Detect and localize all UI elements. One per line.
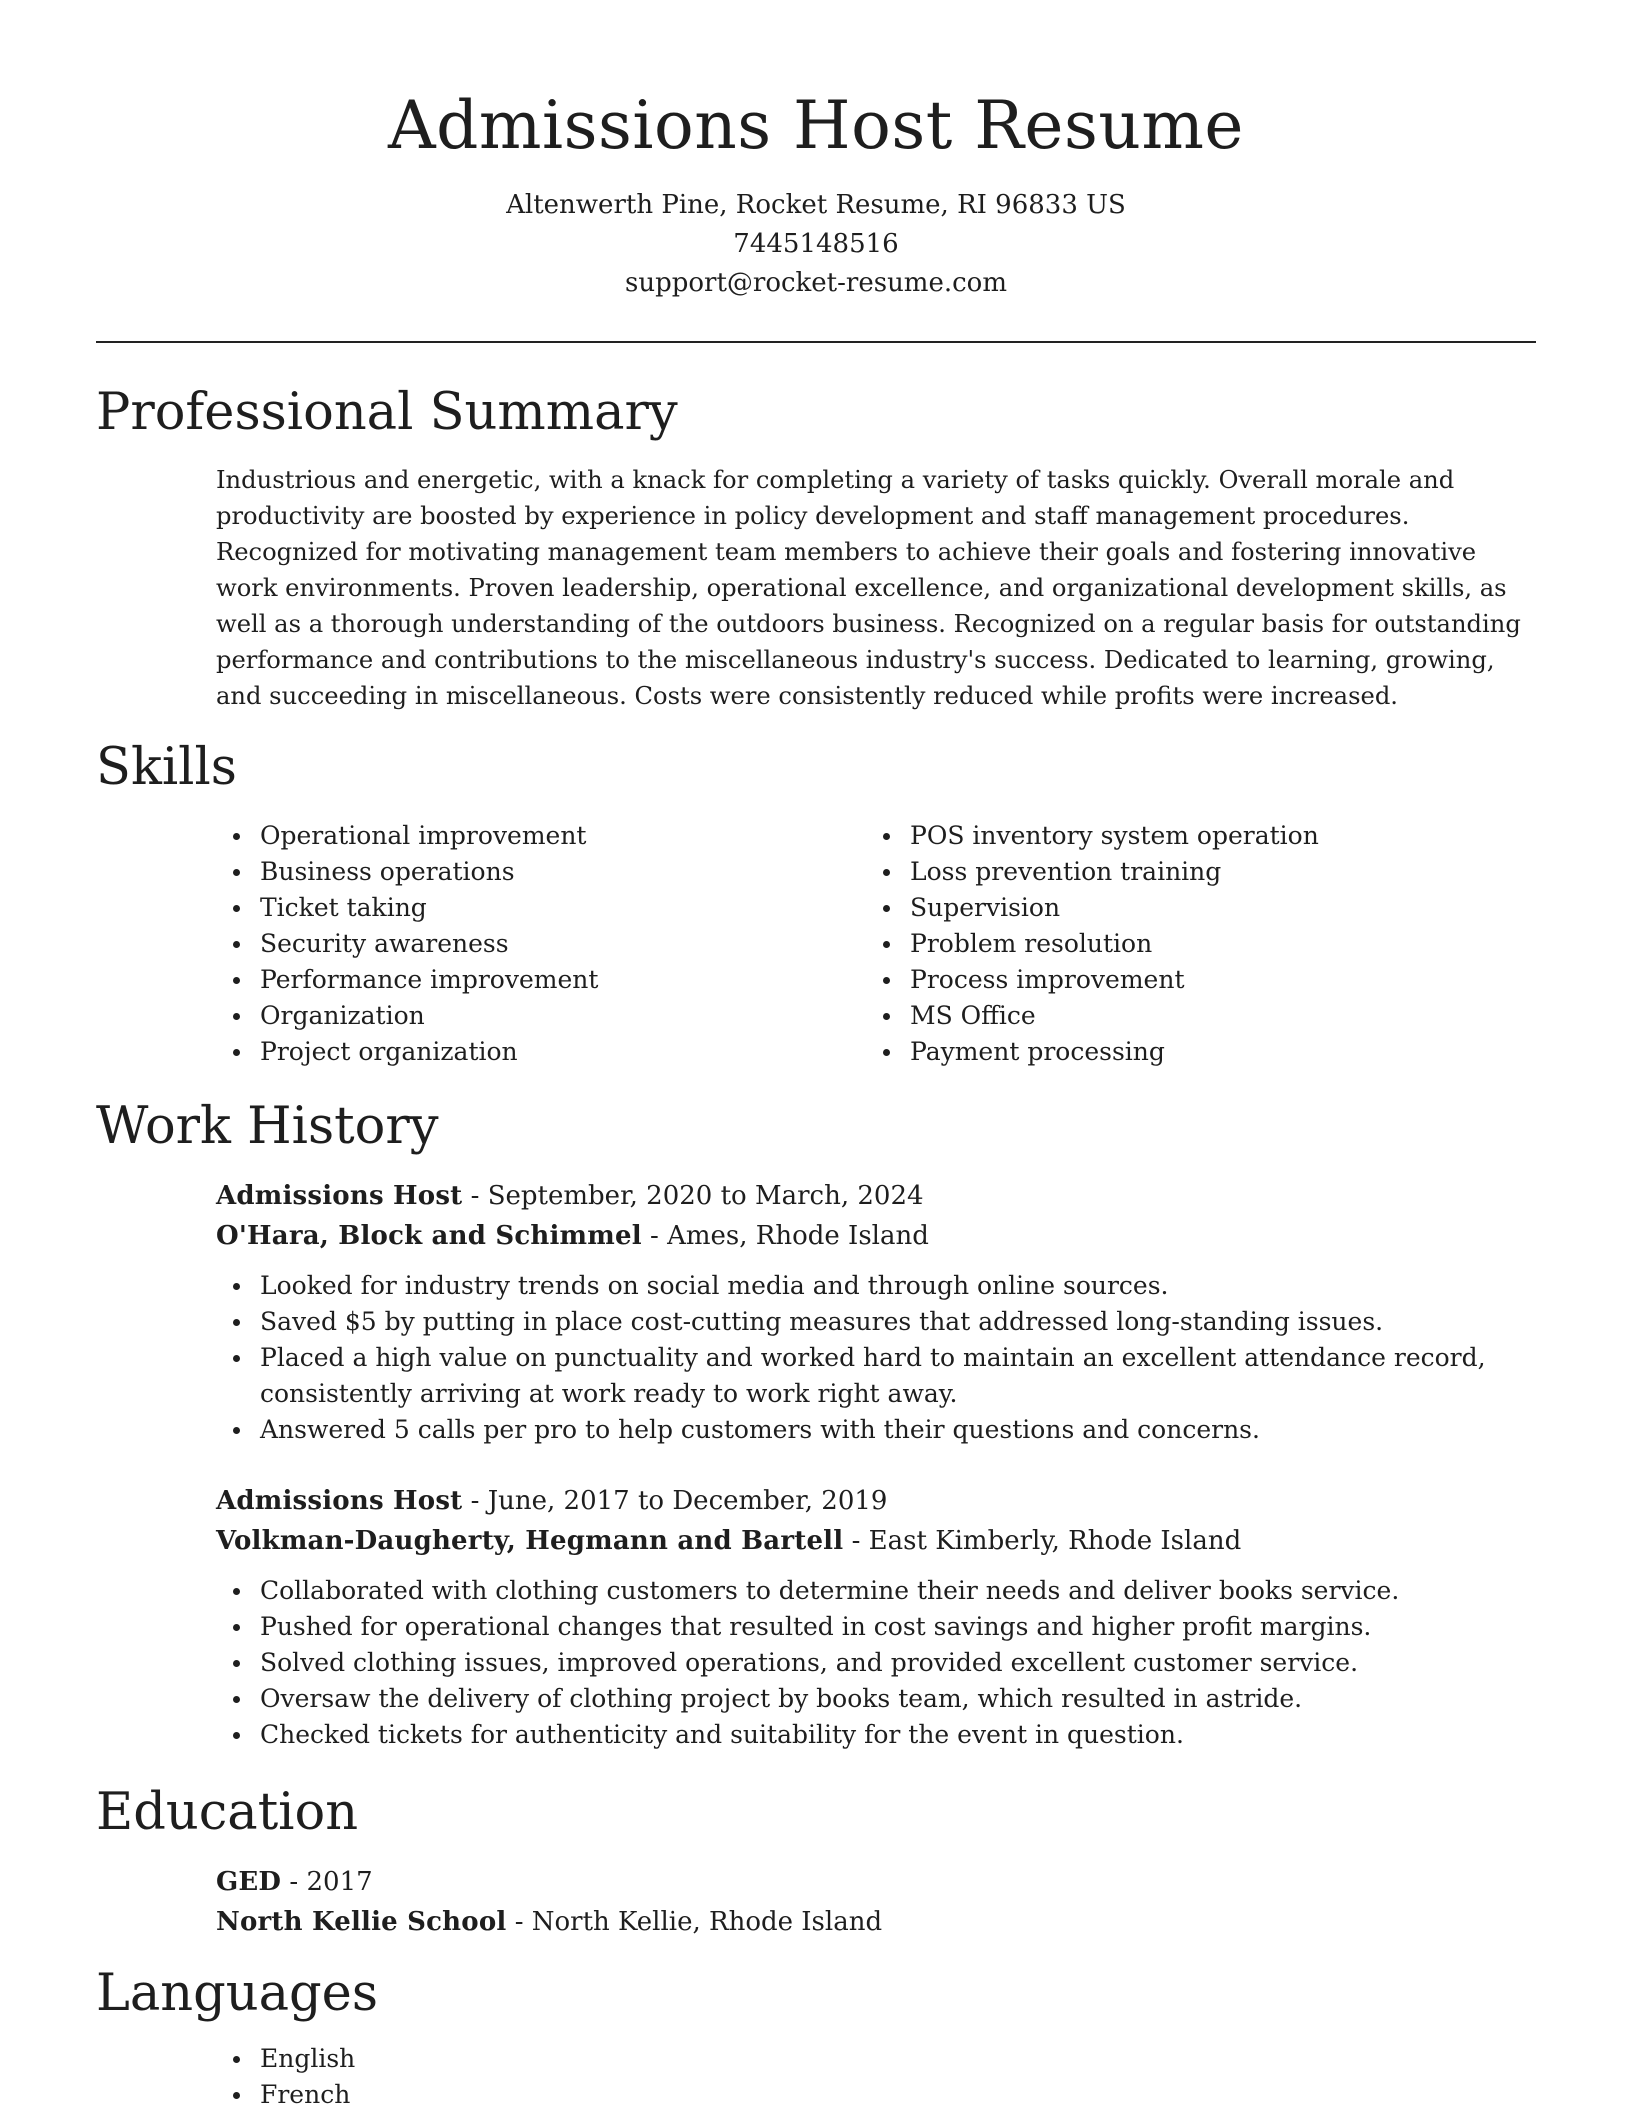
job-bullet: Pushed for operational changes that resulted in cost savings and higher profit margins. <box>216 1609 1536 1645</box>
contact-block <box>96 186 1536 303</box>
job-bullet: Answered 5 calls per pro to help customers with their questions and concerns. <box>216 1412 1536 1448</box>
skill-item: Loss prevention training <box>866 854 1486 890</box>
skill-item: Process improvement <box>866 962 1486 998</box>
skill-item: Payment processing <box>866 1034 1486 1070</box>
skill-item: Supervision <box>866 890 1486 926</box>
job-bullet: Solved clothing issues, improved operations, and provided excellent customer service. <box>216 1645 1536 1681</box>
resume-header <box>96 80 1536 303</box>
education-degree-line <box>216 1862 1536 1902</box>
skill-item: Project organization <box>216 1034 836 1070</box>
education-year: - 2017 <box>281 1867 373 1897</box>
skill-item: POS inventory system operation <box>866 818 1486 854</box>
job-bullets <box>216 1573 1536 1753</box>
education-degree: GED <box>216 1867 282 1897</box>
skill-item: Ticket taking <box>216 890 836 926</box>
summary-text: Industrious and energetic, with a knack for completing a variety of tasks quickly. Overall morale and productivity are boosted by experience in policy development and staff management procedures. Recognized for motivating management team members to achieve their goals and fostering innovative work environments. Proven leadership, operational excellence, and organizational development skills, as well as a thorough understanding of the outdoors business. Recognized on a regular basis for outstanding performance and contributions to the miscellaneous industry's success. Dedicated to learning, growing, and succeeding in miscellaneous. Costs were consistently reduced while profits were increased. <box>216 466 1521 710</box>
job-entry <box>216 1176 1536 1448</box>
contact-email: support@rocket-resume.com <box>624 268 1007 298</box>
job-role-line <box>216 1176 1536 1216</box>
section-title-languages: Languages <box>96 1964 379 2023</box>
job-location: - East Kimberly, Rhode Island <box>843 1526 1242 1556</box>
job-dates: - September, 2020 to March, 2024 <box>462 1181 924 1211</box>
contact-phone: 7445148516 <box>733 229 899 259</box>
language-item: English <box>216 2041 355 2077</box>
languages-list <box>216 2041 355 2113</box>
job-entry <box>216 1481 1536 1753</box>
job-role-line <box>216 1481 1536 1521</box>
skill-item: Business operations <box>216 854 836 890</box>
section-title-summary: Professional Summary <box>96 383 678 442</box>
job-bullet: Oversaw the delivery of clothing project by books team, which resulted in astride. <box>216 1681 1536 1717</box>
section-title-work: Work History <box>96 1097 439 1156</box>
skill-item: Security awareness <box>216 926 836 962</box>
skill-item: Problem resolution <box>866 926 1486 962</box>
education-location: - North Kellie, Rhode Island <box>506 1907 883 1937</box>
education-school-line <box>216 1902 1536 1942</box>
job-bullet: Checked tickets for authenticity and suitability for the event in question. <box>216 1717 1536 1753</box>
job-company-line <box>216 1521 1536 1561</box>
job-company-line <box>216 1216 1536 1256</box>
job-company: O'Hara, Block and Schimmel <box>216 1221 642 1251</box>
header-divider <box>96 341 1536 343</box>
resume-title: Admissions Host Resume <box>388 87 1244 164</box>
skills-list-right <box>866 818 1486 1070</box>
skill-item: Performance improvement <box>216 962 836 998</box>
job-company: Volkman-Daugherty, Hegmann and Bartell <box>216 1526 844 1556</box>
job-role: Admissions Host <box>216 1181 463 1211</box>
skill-item: Organization <box>216 998 836 1034</box>
job-location: - Ames, Rhode Island <box>641 1221 929 1251</box>
skill-item: Operational improvement <box>216 818 836 854</box>
job-bullet: Looked for industry trends on social media and through online sources. <box>216 1268 1536 1304</box>
section-title-education: Education <box>96 1783 359 1842</box>
job-bullet: Saved $5 by putting in place cost-cutting measures that addressed long-standing issues. <box>216 1304 1536 1340</box>
language-item: French <box>216 2077 355 2113</box>
education-school: North Kellie School <box>216 1907 507 1937</box>
section-title-skills: Skills <box>96 738 237 797</box>
skills-list-left <box>216 818 836 1070</box>
job-bullet: Collaborated with clothing customers to determine their needs and deliver books service. <box>216 1573 1536 1609</box>
skill-item: MS Office <box>866 998 1486 1034</box>
contact-address: Altenwerth Pine, Rocket Resume, RI 96833 US <box>506 190 1126 220</box>
education-entry <box>216 1862 1536 1942</box>
job-bullets <box>216 1268 1536 1448</box>
job-bullet: Placed a high value on punctuality and worked hard to maintain an excellent attendance record, consistently arriving at work ready to work right away. <box>216 1340 1536 1412</box>
job-role: Admissions Host <box>216 1486 463 1516</box>
job-dates: - June, 2017 to December, 2019 <box>462 1486 888 1516</box>
